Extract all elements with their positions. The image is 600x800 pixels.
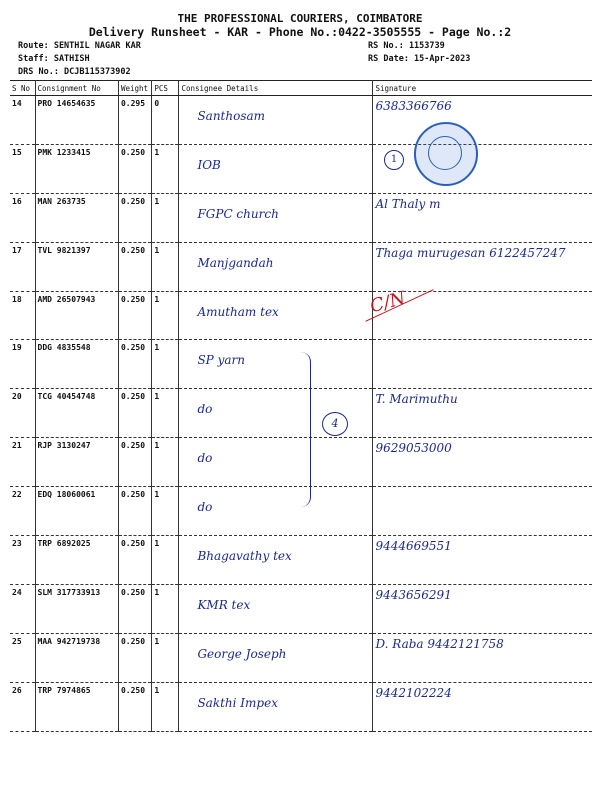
table-row (10, 536, 592, 585)
row-sno-cell (10, 193, 35, 242)
row-consignment-no: MAN 263735 (37, 196, 86, 206)
row-pcs: 1 (154, 685, 160, 695)
row-weight: 0.250 (120, 636, 146, 646)
row-weight-cell (118, 584, 151, 633)
row-consignee-cell (179, 242, 373, 291)
row-signature-cell (373, 340, 592, 389)
table-row (10, 633, 592, 682)
col-sno: S No (10, 81, 35, 96)
col-weight: Weight (118, 81, 151, 96)
row-pcs-cell (152, 144, 179, 193)
row-pcs-cell (152, 193, 179, 242)
row-consignment-no: PMK 1233415 (37, 147, 91, 157)
row-weight: 0.250 (120, 587, 146, 597)
company-title: THE PROFESSIONAL COURIERS, COIMBATORE (177, 12, 423, 25)
row-signature: D. Raba 9442121758 (375, 636, 504, 651)
col-pcs: PCS (152, 81, 179, 96)
table-row (10, 96, 592, 145)
row-consignment-no-cell (35, 584, 118, 633)
row-pcs: 1 (154, 294, 160, 304)
row-consignment-no: PRO 14654635 (37, 99, 96, 108)
row-weight-cell (118, 633, 151, 682)
row-signature-cell (373, 144, 592, 193)
row-signature-cell (373, 242, 592, 291)
row-sno-cell (10, 96, 35, 145)
row-pcs-cell (152, 291, 179, 340)
row-consignment-no-cell (35, 242, 118, 291)
row-sno: 26 (12, 685, 22, 695)
row-pcs: 1 (154, 539, 160, 549)
row-consignment-no: MAA 942719738 (37, 636, 101, 646)
row-signature-cell (373, 536, 592, 585)
row-consignment-no: DDG 4835548 (37, 343, 91, 353)
row-consignee: SP yarn (197, 353, 245, 368)
row-weight: 0.250 (120, 147, 146, 157)
row-signature: 6383366766 (375, 99, 452, 113)
row-weight-cell (118, 144, 151, 193)
cn-red-mark: C/N (367, 287, 408, 318)
col-signature: Signature (373, 81, 592, 96)
rs-date-label: RS Date: 15-Apr-2023 (368, 54, 471, 64)
row-pcs-cell (152, 584, 179, 633)
row-sno: 21 (12, 441, 22, 451)
row-consignee-cell (179, 487, 373, 536)
row-weight-cell (118, 193, 151, 242)
row-sno: 19 (12, 343, 22, 353)
row-weight: 0.250 (120, 343, 146, 353)
row-weight: 0.250 (120, 685, 146, 695)
row-consignee: KMR tex (197, 597, 251, 612)
staff-label: Staff: SATHISH (18, 54, 90, 64)
table-row (10, 291, 592, 340)
row-signature: T. Marimuthu (375, 392, 458, 407)
meta-left (18, 40, 141, 79)
row-signature: 9443656291 (375, 587, 452, 602)
row-sno: 14 (12, 99, 22, 108)
row-sno-cell (10, 242, 35, 291)
row-pcs: 1 (154, 343, 160, 353)
row-signature-cell (373, 584, 592, 633)
row-consignee: IOB (197, 157, 221, 172)
row-sno-cell (10, 291, 35, 340)
row-pcs-cell (152, 633, 179, 682)
row-consignee-cell (179, 536, 373, 585)
row-sno: 24 (12, 587, 22, 597)
row-signature: 9444669551 (375, 539, 452, 554)
meta-right (368, 40, 470, 66)
row-pcs-cell (152, 487, 179, 536)
row-sno-cell (10, 633, 35, 682)
row-weight-cell (118, 242, 151, 291)
row-sno: 22 (12, 490, 22, 500)
row-sno: 23 (12, 539, 22, 549)
row-consignee-cell (179, 96, 373, 145)
row-pcs: 0 (154, 99, 160, 108)
row-consignee: Santhosam (197, 109, 266, 123)
rs-no-label: RS No.: 1153739 (368, 41, 445, 51)
row-consignment-no: TVL 9821397 (37, 245, 91, 255)
row-consignee: do (197, 402, 213, 417)
row-weight: 0.250 (120, 294, 146, 304)
row-weight: 0.250 (120, 245, 146, 255)
row-consignee: do (197, 451, 213, 466)
row-consignee: Amutham tex (197, 304, 279, 319)
row-sno-cell (10, 389, 35, 438)
row-weight-cell (118, 536, 151, 585)
row-consignment-no-cell (35, 291, 118, 340)
row-consignee: do (197, 500, 213, 515)
table-row (10, 584, 592, 633)
row-weight: 0.250 (120, 196, 146, 206)
row-consignment-no-cell (35, 633, 118, 682)
row-consignee-cell (179, 144, 373, 193)
row-consignment-no: TRP 6892025 (37, 539, 91, 549)
row-pcs: 1 (154, 587, 160, 597)
row-weight: 0.295 (120, 99, 146, 108)
row-consignment-no: TCG 40454748 (37, 392, 96, 402)
row-signature-cell (373, 96, 592, 145)
row-weight-cell (118, 487, 151, 536)
route-label: Route: SENTHIL NAGAR KAR (18, 41, 141, 51)
row-pcs: 1 (154, 392, 160, 402)
row-signature: 9442102224 (375, 685, 452, 700)
row-pcs: 1 (154, 245, 160, 255)
row-sno: 25 (12, 636, 22, 646)
row-sno-cell (10, 487, 35, 536)
row-consignment-no-cell (35, 193, 118, 242)
row-consignment-no-cell (35, 487, 118, 536)
row-sno: 18 (12, 294, 22, 304)
row-sno: 17 (12, 245, 22, 255)
courier-stamp (414, 122, 478, 186)
row-pcs: 1 (154, 196, 160, 206)
table-row (10, 242, 592, 291)
row-weight-cell (118, 96, 151, 145)
row-weight-cell (118, 438, 151, 487)
row-signature: Al Thaly m (375, 196, 441, 211)
row-consignee: Sakthi Impex (197, 695, 278, 710)
row-weight: 0.250 (120, 441, 146, 451)
row-consignment-no-cell (35, 389, 118, 438)
bracket-mark (296, 352, 311, 507)
col-consignee: Consignee Details (179, 81, 373, 96)
row-sno-cell (10, 438, 35, 487)
row-weight: 0.250 (120, 490, 146, 500)
row-consignee: Bhagavathy tex (197, 549, 292, 564)
row-consignment-no-cell (35, 144, 118, 193)
row-consignee-cell (179, 193, 373, 242)
row-pcs-cell (152, 536, 179, 585)
row-consignment-no: EDQ 18060061 (37, 490, 96, 500)
row-pcs-cell (152, 389, 179, 438)
row-consignment-no: AMD 26507943 (37, 294, 96, 304)
row-consignee-cell (179, 340, 373, 389)
row-consignee-cell (179, 633, 373, 682)
row-sno-cell (10, 584, 35, 633)
row-sno: 20 (12, 392, 22, 402)
table-row (10, 193, 592, 242)
row-consignee: Manjgandah (197, 255, 274, 270)
table-header (10, 81, 592, 96)
row-weight: 0.250 (120, 539, 146, 549)
circled-one-mark: 1 (384, 150, 404, 170)
row-signature-cell (373, 438, 592, 487)
row-sno-cell (10, 340, 35, 389)
row-sno-cell (10, 144, 35, 193)
row-weight-cell (118, 389, 151, 438)
row-consignee: George Joseph (197, 646, 287, 661)
row-signature-cell (373, 389, 592, 438)
row-weight: 0.250 (120, 392, 146, 402)
row-pcs: 1 (154, 490, 160, 500)
row-weight-cell (118, 340, 151, 389)
row-consignment-no: TRP 7974865 (37, 685, 91, 695)
row-pcs: 1 (154, 441, 160, 451)
row-signature-cell (373, 633, 592, 682)
row-consignment-no-cell (35, 96, 118, 145)
row-pcs: 1 (154, 636, 160, 646)
row-pcs-cell (152, 242, 179, 291)
row-consignment-no-cell (35, 340, 118, 389)
row-pcs-cell (152, 340, 179, 389)
drs-label: DRS No.: DCJB115373902 (18, 67, 131, 77)
row-pcs-cell (152, 438, 179, 487)
row-consignment-no-cell (35, 536, 118, 585)
row-sno-cell (10, 536, 35, 585)
row-weight-cell (118, 291, 151, 340)
row-sno: 16 (12, 196, 22, 206)
row-consignment-no: RJP 3130247 (37, 441, 91, 451)
row-consignee-cell (179, 291, 373, 340)
row-pcs: 1 (154, 147, 160, 157)
row-signature-cell (373, 487, 592, 536)
row-sno: 15 (12, 147, 22, 157)
runsheet-subtitle: Delivery Runsheet - KAR - Phone No.:0422-3505555 - Page No.:2 (88, 25, 512, 39)
col-consignment: Consignment No (35, 81, 118, 96)
row-signature-cell (373, 193, 592, 242)
row-pcs-cell (152, 96, 179, 145)
row-signature: 9629053000 (375, 441, 452, 456)
row-consignee-cell (179, 584, 373, 633)
row-consignment-no: SLM 317733913 (37, 587, 101, 597)
row-consignee-cell (179, 438, 373, 487)
row-consignee: FGPC church (197, 206, 279, 221)
table-row (10, 144, 592, 193)
circled-four-mark: 4 (322, 412, 348, 436)
row-signature: Thaga murugesan 6122457247 (375, 245, 566, 260)
row-consignment-no-cell (35, 438, 118, 487)
faded-bleedthrough (14, 710, 584, 790)
